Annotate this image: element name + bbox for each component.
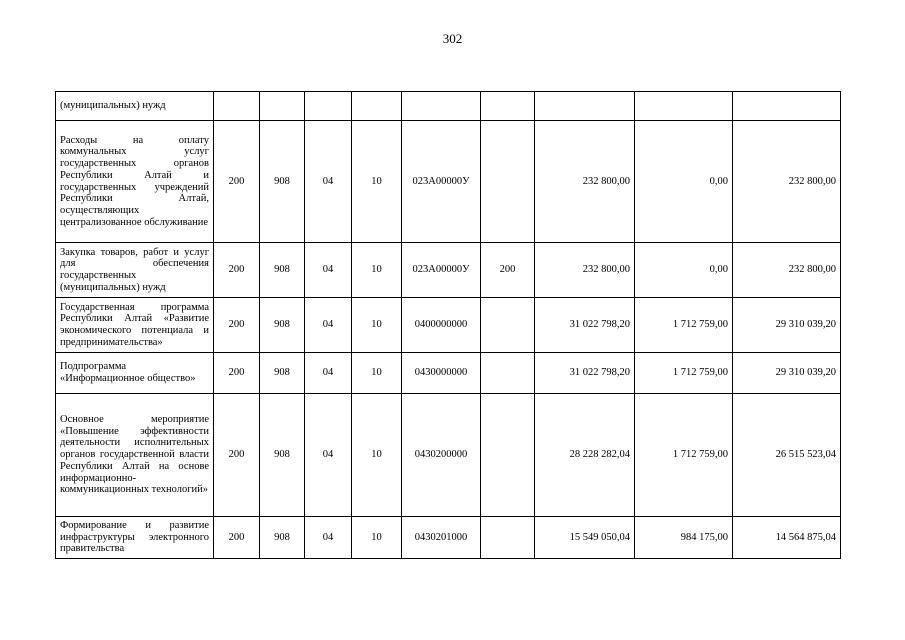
subsection-code-2: 10 — [352, 353, 402, 394]
change-amount: 0,00 — [635, 121, 733, 243]
row-name: Формирование и развитие инфраструктуры электронного правительства — [56, 517, 214, 559]
expense-type-code — [481, 298, 535, 353]
row-name: Основное мероприятие «Повышение эффективности деятельности исполнительных органов государственной власти Республики Алтай на основе информационно-коммуникационных технологий» — [56, 394, 214, 517]
result-amount: 232 800,00 — [733, 243, 841, 298]
admin-code: 200 — [214, 298, 260, 353]
target-code: 0400000000 — [402, 298, 481, 353]
table-row — [56, 353, 841, 394]
change-amount: 0,00 — [635, 243, 733, 298]
result-amount: 26 515 523,04 — [733, 394, 841, 517]
row-name: Подпрограмма «Информационное общество» — [56, 353, 214, 394]
amount: 28 228 282,04 — [535, 394, 635, 517]
subsection-code-2: 10 — [352, 298, 402, 353]
subsection-code: 04 — [305, 121, 352, 243]
section-code: 908 — [260, 121, 305, 243]
row-name: Расходы на оплату коммунальных услуг государственных органов Республики Алтай и государственных учреждений Республики Алтай, осуществляющих централизованное обслуживание — [56, 121, 214, 243]
row-name: Закупка товаров, работ и услуг для обеспечения государственных (муниципальных) нужд — [56, 243, 214, 298]
admin-code: 200 — [214, 243, 260, 298]
amount: 31 022 798,20 — [535, 353, 635, 394]
change-amount: 1 712 759,00 — [635, 353, 733, 394]
amount: 31 022 798,20 — [535, 298, 635, 353]
row-name: (муниципальных) нужд — [56, 92, 214, 121]
table-row — [56, 394, 841, 517]
subsection-code — [305, 92, 352, 121]
change-amount — [635, 92, 733, 121]
change-amount: 1 712 759,00 — [635, 298, 733, 353]
change-amount: 984 175,00 — [635, 517, 733, 559]
target-code: 0430000000 — [402, 353, 481, 394]
section-code — [260, 92, 305, 121]
admin-code: 200 — [214, 394, 260, 517]
page-number: 302 — [442, 31, 463, 46]
amount: 15 549 050,04 — [535, 517, 635, 559]
amount: 232 800,00 — [535, 243, 635, 298]
result-amount: 14 564 875,04 — [733, 517, 841, 559]
subsection-code-2: 10 — [352, 243, 402, 298]
section-code: 908 — [260, 298, 305, 353]
table-row — [56, 92, 841, 121]
budget-table — [55, 91, 841, 559]
row-name: Государственная программа Республики Алтай «Развитие экономического потенциала и предпринимательства» — [56, 298, 214, 353]
amount: 232 800,00 — [535, 121, 635, 243]
section-code: 908 — [260, 243, 305, 298]
expense-type-code — [481, 121, 535, 243]
table-row — [56, 243, 841, 298]
expense-type-code — [481, 394, 535, 517]
expense-type-code — [481, 92, 535, 121]
result-amount: 232 800,00 — [733, 121, 841, 243]
expense-type-code: 200 — [481, 243, 535, 298]
table-row — [56, 121, 841, 243]
subsection-code: 04 — [305, 353, 352, 394]
section-code: 908 — [260, 394, 305, 517]
result-amount: 29 310 039,20 — [733, 353, 841, 394]
table-row — [56, 517, 841, 559]
expense-type-code — [481, 353, 535, 394]
expense-type-code — [481, 517, 535, 559]
target-code: 023А00000У — [402, 243, 481, 298]
admin-code — [214, 92, 260, 121]
subsection-code: 04 — [305, 298, 352, 353]
table-row — [56, 298, 841, 353]
admin-code: 200 — [214, 121, 260, 243]
change-amount: 1 712 759,00 — [635, 394, 733, 517]
admin-code: 200 — [214, 517, 260, 559]
section-code: 908 — [260, 517, 305, 559]
target-code: 023А00000У — [402, 121, 481, 243]
subsection-code-2: 10 — [352, 121, 402, 243]
subsection-code: 04 — [305, 243, 352, 298]
subsection-code-2 — [352, 92, 402, 121]
subsection-code-2: 10 — [352, 517, 402, 559]
target-code: 0430200000 — [402, 394, 481, 517]
target-code — [402, 92, 481, 121]
subsection-code-2: 10 — [352, 394, 402, 517]
result-amount — [733, 92, 841, 121]
amount — [535, 92, 635, 121]
subsection-code: 04 — [305, 394, 352, 517]
target-code: 0430201000 — [402, 517, 481, 559]
admin-code: 200 — [214, 353, 260, 394]
section-code: 908 — [260, 353, 305, 394]
result-amount: 29 310 039,20 — [733, 298, 841, 353]
subsection-code: 04 — [305, 517, 352, 559]
